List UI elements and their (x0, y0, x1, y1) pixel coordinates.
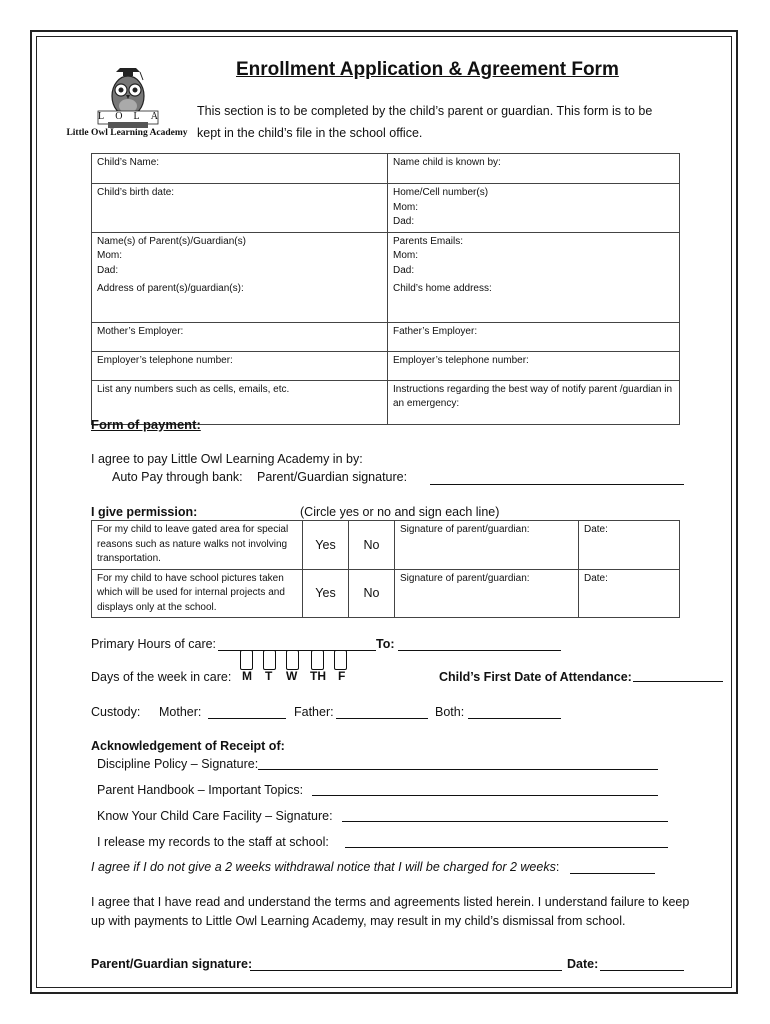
custody-label: Custody: (91, 705, 141, 719)
withdrawal-text (91, 860, 559, 874)
custody-father-label: Father: (294, 705, 334, 719)
day-checkbox-f[interactable] (334, 650, 347, 670)
day-label: M (242, 669, 252, 683)
field-label: Parents Emails: (393, 235, 464, 247)
payment-signature-line[interactable] (430, 484, 684, 485)
ack-item-label: Parent Handbook – Important Topics: (97, 783, 304, 797)
day-checkbox-t[interactable] (263, 650, 276, 670)
field-label: Dad: (393, 264, 415, 276)
parent-address-field[interactable]: Address of parent(s)/guardian(s): (92, 280, 388, 322)
child-info-table (91, 153, 680, 425)
payment-agree-text: I agree to pay Little Owl Learning Academy in by: (91, 452, 363, 466)
final-date-label: Date: (567, 957, 599, 971)
discipline-signature-line[interactable] (258, 769, 658, 770)
permission-heading: I give permission: (91, 505, 198, 519)
day-label: F (338, 669, 346, 683)
birth-date-field[interactable]: Child’s birth date: (92, 184, 388, 233)
father-employer-field[interactable]: Father’s Employer: (388, 322, 680, 351)
first-date-line[interactable] (633, 681, 723, 682)
final-date-line[interactable] (600, 970, 684, 971)
custody-mother-label: Mother: (159, 705, 202, 719)
yes-option[interactable]: Yes (303, 569, 349, 618)
school-name: Little Owl Learning Academy (66, 128, 188, 138)
day-label: T (265, 669, 273, 683)
handbook-signature-line[interactable] (312, 795, 658, 796)
mother-employer-phone-field[interactable]: Employer’s telephone number: (92, 351, 388, 380)
child-home-address-field[interactable]: Child’s home address: (388, 280, 680, 322)
hours-to-line[interactable] (398, 650, 561, 651)
withdrawal-colon: : (555, 860, 560, 874)
field-label: Mom: (393, 201, 418, 213)
autopay-label: Auto Pay through bank: (112, 470, 243, 484)
logo-letter: L (133, 111, 140, 122)
custody-both-line[interactable] (468, 718, 561, 719)
final-signature-label: Parent/Guardian signature: (91, 957, 253, 971)
no-option[interactable]: No (349, 569, 395, 618)
field-label: Dad: (97, 264, 119, 276)
father-employer-phone-field[interactable]: Employer’s telephone number: (388, 351, 680, 380)
agreement-text: I agree that I have read and understand the terms and agreements listed herein. I understand failure to keep up with payments to Little Owl Learning Academy, may result in my child’s dismissal from school. (91, 895, 690, 928)
custody-father-line[interactable] (336, 718, 428, 719)
day-label: TH (310, 669, 326, 683)
first-date-label: Child’s First Date of Attendance: (439, 670, 632, 684)
field-label: Dad: (393, 216, 415, 227)
hours-to-label: To: (376, 637, 395, 651)
permission-date-field[interactable]: Date: (579, 569, 680, 618)
custody-both-label: Both: (435, 705, 465, 719)
withdrawal-statement: I agree if I do not give a 2 weeks withdrawal notice that I will be charged for 2 weeks (91, 860, 556, 874)
ack-heading: Acknowledgement of Receipt of: (91, 739, 285, 753)
yes-option[interactable]: Yes (303, 521, 349, 570)
logo-letter: A (150, 111, 158, 122)
day-label: W (286, 669, 298, 683)
ack-item-label: Know Your Child Care Facility – Signature: (97, 809, 333, 823)
parent-emails-field[interactable] (388, 232, 680, 280)
day-checkbox-m[interactable] (240, 650, 253, 670)
no-option[interactable]: No (349, 521, 395, 570)
parent-names-field[interactable] (92, 232, 388, 280)
custody-mother-line[interactable] (208, 718, 286, 719)
home-cell-numbers-field[interactable] (388, 184, 680, 233)
logo-letters (98, 111, 158, 122)
ack-item-label: I release my records to the staff at school: (97, 835, 329, 849)
permission-note: (Circle yes or no and sign each line) (300, 505, 500, 519)
childs-name-field[interactable]: Child’s Name: (92, 154, 388, 184)
permission-table (91, 520, 680, 618)
other-numbers-field[interactable]: List any numbers such as cells, emails, etc. (92, 380, 388, 424)
field-label: Mom: (97, 250, 122, 261)
hours-label: Primary Hours of care: (91, 637, 217, 651)
withdrawal-signature-line[interactable] (570, 873, 655, 874)
permission-signature-field[interactable]: Signature of parent/guardian: (395, 569, 579, 618)
facility-signature-line[interactable] (342, 821, 668, 822)
field-label: Mom: (393, 250, 418, 261)
emergency-instructions-field[interactable]: Instructions regarding the best way of notify parent /guardian in an emergency: (388, 380, 680, 424)
final-signature-line[interactable] (250, 970, 562, 971)
permission-date-field[interactable]: Date: (579, 521, 680, 570)
day-checkbox-w[interactable] (286, 650, 299, 670)
field-label: Name(s) of Parent(s)/Guardian(s) (97, 235, 246, 247)
permission-signature-field[interactable]: Signature of parent/guardian: (395, 521, 579, 570)
payment-heading: Form of payment: (91, 417, 201, 432)
mother-employer-field[interactable]: Mother’s Employer: (92, 322, 388, 351)
permission-text: For my child to leave gated area for special reasons such as nature walks not involving transportation. (92, 521, 303, 570)
payment-signature-label: Parent/Guardian signature: (257, 470, 408, 484)
ack-item-label: Discipline Policy – Signature: (97, 757, 259, 771)
field-label: Home/Cell number(s) (393, 187, 489, 198)
day-checkbox-th[interactable] (311, 650, 324, 670)
days-label: Days of the week in care: (91, 670, 232, 684)
page-title: Enrollment Application & Agreement Form (236, 59, 619, 80)
logo-letter: O (115, 111, 123, 122)
permission-text: For my child to have school pictures taken which will be used for internal projects and displays only at the school. (92, 569, 303, 618)
intro-text: This section is to be completed by the child’s parent or guardian. This form is to be kept in the child’s file in the school office. (197, 104, 653, 140)
logo-letter: L (98, 111, 105, 122)
release-records-line[interactable] (345, 847, 668, 848)
known-by-name-field[interactable]: Name child is known by: (388, 154, 680, 184)
